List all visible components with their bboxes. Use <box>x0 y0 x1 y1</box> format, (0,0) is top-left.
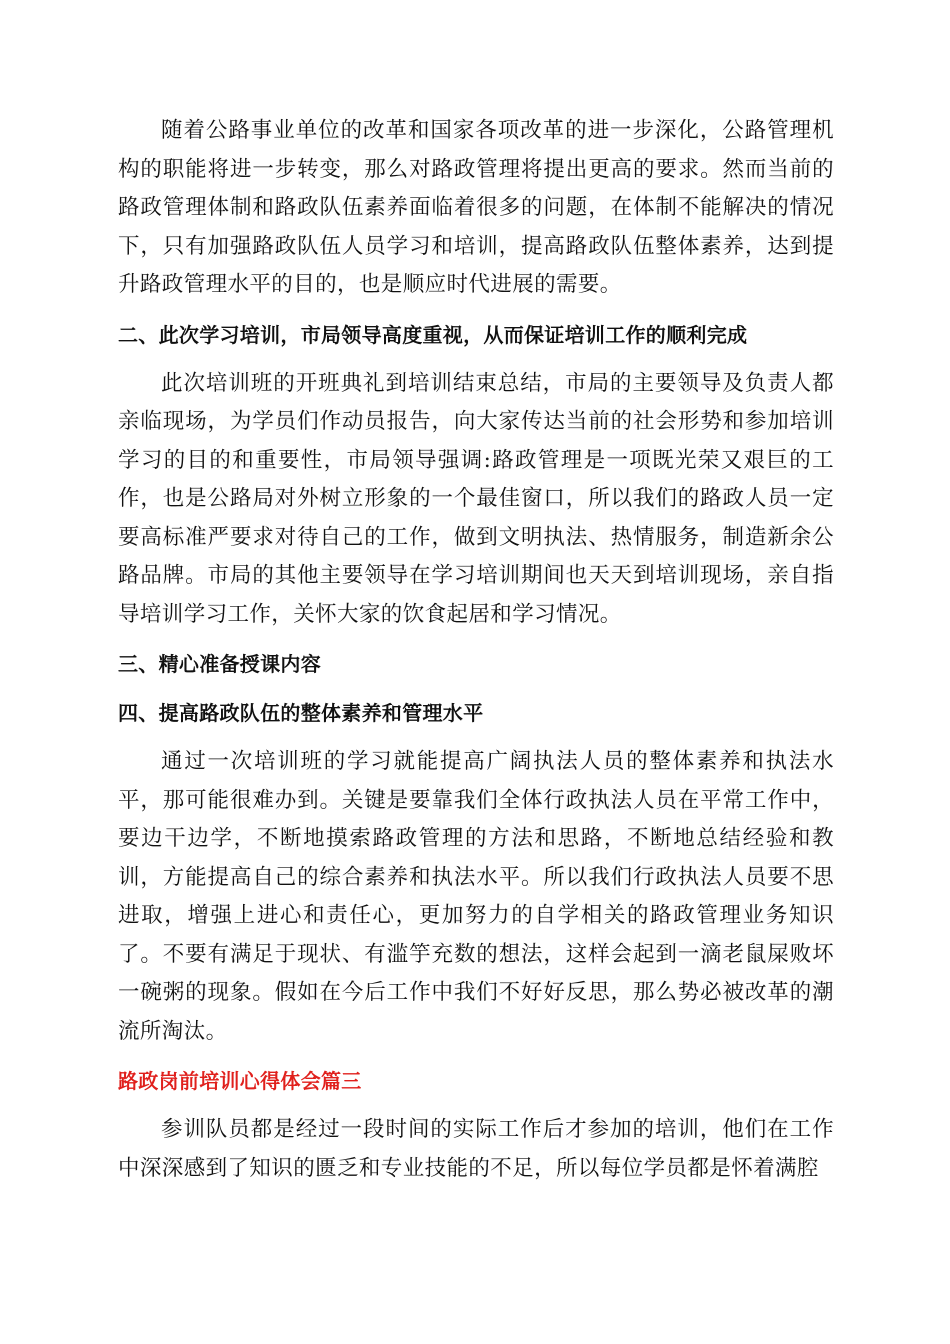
paragraph-intro: 随着公路事业单位的改革和国家各项改革的进一步深化，公路管理机构的职能将进一步转变，那么对路政管理将提出更高的要求。然而当前的路政管理体制和路政队伍素养面临着很多的问题，在体制不能解决的情况下，只有加强路政队伍人员学习和培训，提高路政队伍整体素养，达到提升路政管理水平的目的，也是顺应时代进展的需要。 <box>118 118 834 297</box>
document-page <box>118 112 834 1199</box>
section-heading-2: 二、此次学习培训，市局领导高度重视，从而保证培训工作的顺利完成 <box>118 322 748 347</box>
paragraph-trainees: 参训队员都是经过一段时间的实际工作后才参加的培训，他们在工作中深深感到了知识的匮乏和专业技能的不足，所以每位学员都是怀着满腔 <box>118 1117 834 1181</box>
section-heading-3: 三、精心准备授课内容 <box>118 652 321 676</box>
paragraph-improvement: 通过一次培训班的学习就能提高广阔执法人员的整体素养和执法水平，那可能很难办到。关键是要靠我们全体行政执法人员在平常工作中，要边干边学，不断地摸索路政管理的方法和思路，不断地总结经验和教训，方能提高自己的综合素养和执法水平。所以我们行政执法人员要不思进取，增强上进心和责任心，更加努力的自学相关的路政管理业务知识了。不要有满足于现状、有滥竽充数的想法，这样会起到一滴老鼠屎败坏一碗粥的现象。假如在今后工作中我们不好好反思，那么势必被改革的潮流所淘汰。 <box>118 749 834 1044</box>
section-heading-4: 四、提高路政队伍的整体素养和管理水平 <box>118 701 484 725</box>
paragraph-leadership: 此次培训班的开班典礼到培训结束总结，市局的主要领导及负责人都亲临现场，为学员们作动员报告，向大家传达当前的社会形势和参加培训学习的目的和重要性，市局领导强调:路政管理是一项既光荣又艰巨的工作，也是公路局对外树立形象的一个最佳窗口，所以我们的路政人员一定要高标准严要求对待自己的工作，做到文明执法、热情服务，制造新余公路品牌。市局的其他主要领导在学习培训期间也天天到培训现场，亲自指导培训学习工作，关怀大家的饮食起居和学习情况。 <box>118 370 834 627</box>
article-title-part-three: 路政岗前培训心得体会篇三 <box>118 1069 362 1093</box>
